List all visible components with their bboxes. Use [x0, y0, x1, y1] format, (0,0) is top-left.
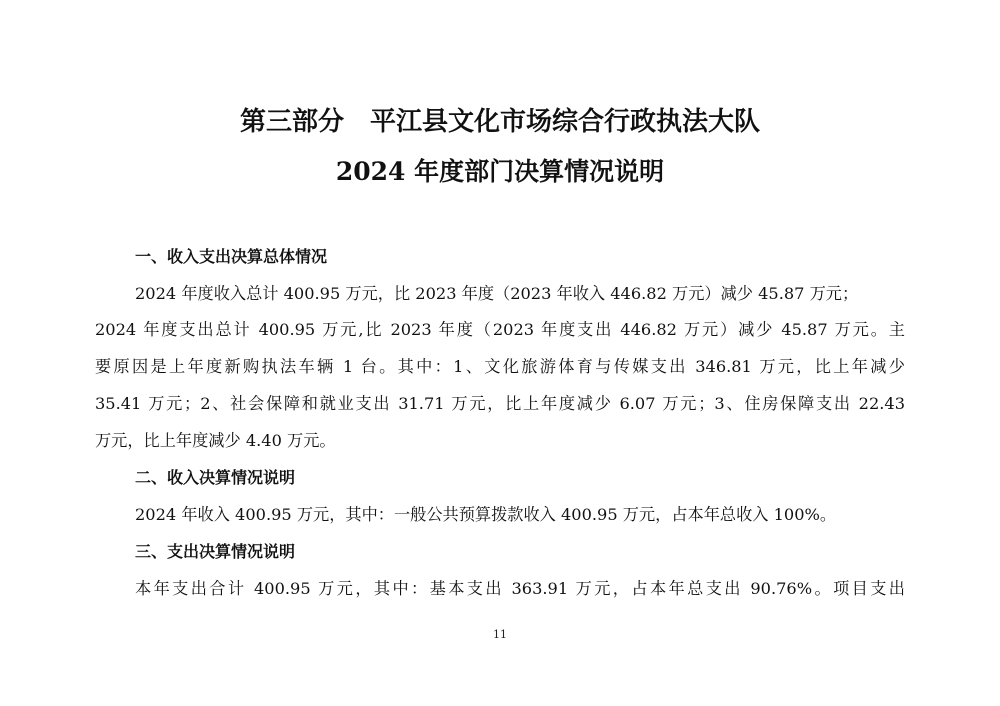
document-subtitle: 2024 年度部门决算情况说明	[335, 157, 665, 186]
document-title: 第三部分 平江县文化市场综合行政执法大队	[239, 107, 760, 137]
paragraph-line: 2024 年度支出总计 400.95 万元,比 2023 年度（2023 年度支出 446.82 万元）减少 45.87 万元。主	[95, 320, 905, 339]
section-heading-overall: 一、收入支出决算总体情况	[135, 247, 328, 266]
paragraph-line: 2024 年度收入总计 400.95 万元，比 2023 年度（2023 年收入 446.82 万元）减少 45.87 万元；	[135, 284, 859, 303]
paragraph-line: 35.41 万元；2、社会保障和就业支出 31.71 万元，比上年度减少 6.07 万元；3、住房保障支出 22.43	[95, 394, 905, 413]
section-heading-expenditure: 三、支出决算情况说明	[135, 542, 296, 561]
page-number: 11	[493, 628, 507, 641]
section-heading-income: 二、收入决算情况说明	[135, 468, 296, 487]
paragraph-line: 本年支出合计 400.95 万元，其中：基本支出 363.91 万元，占本年总支出 90.76%。项目支出	[135, 579, 905, 598]
paragraph-line: 万元，比上年度减少 4.40 万元。	[95, 431, 336, 450]
paragraph-line: 要原因是上年度新购执法车辆 1 台。其中：1、文化旅游体育与传媒支出 346.81 万元，比上年减少	[95, 357, 905, 376]
paragraph-line: 2024 年收入 400.95 万元，其中：一般公共预算拨款收入 400.95 万元，占本年总收入 100%。	[135, 505, 837, 524]
